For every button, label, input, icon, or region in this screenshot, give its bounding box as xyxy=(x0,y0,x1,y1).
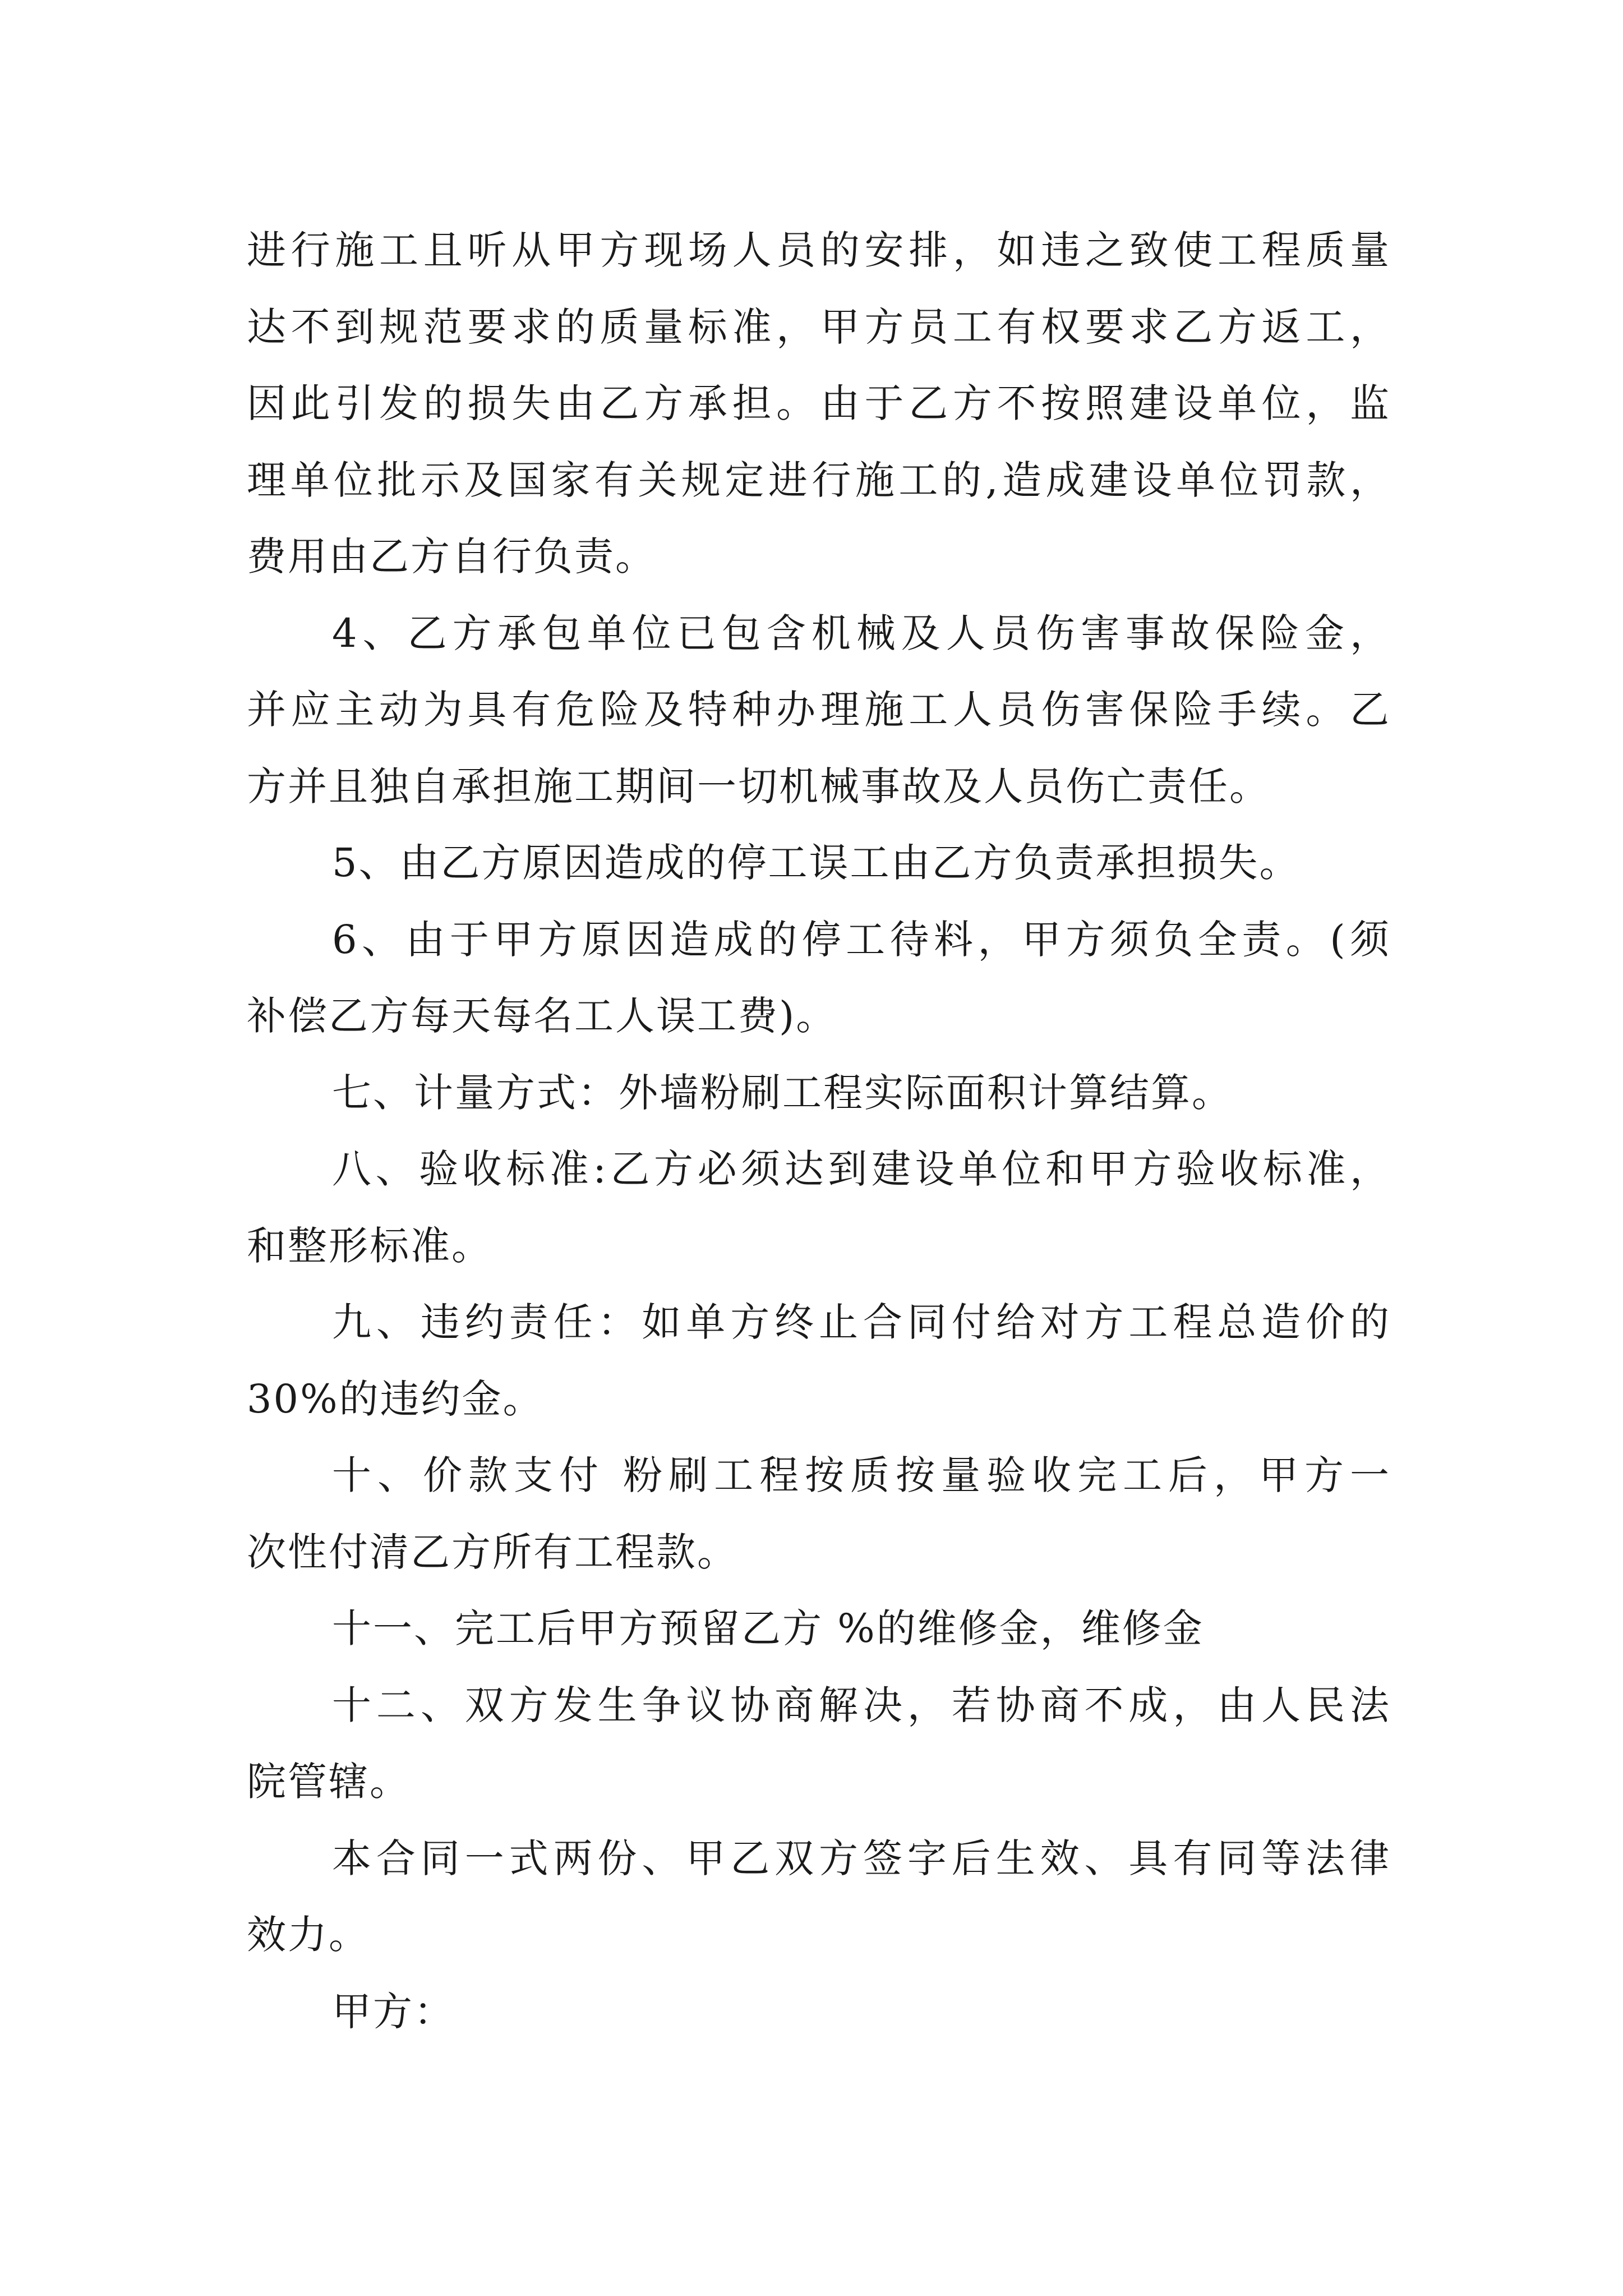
clause-8-acceptance-line-2: 和整形标准。 xyxy=(247,1222,492,1269)
clause-7-measurement: 七、计量方式：外墙粉刷工程实际面积计算结算。 xyxy=(332,1069,1233,1116)
text-line-2: 达不到规范要求的质量标准，甲方员工有权要求乙方返工， xyxy=(247,303,1391,350)
text-line-3: 因此引发的损失由乙方承担。由于乙方不按照建设单位，监 xyxy=(247,380,1391,426)
clause-6-line-1: 6、由于甲方原因造成的停工待料，甲方须负全责。(须 xyxy=(332,916,1391,963)
text-line-5: 费用由乙方自行负责。 xyxy=(247,533,656,579)
clause-10-payment-line-2: 次性付清乙方所有工程款。 xyxy=(247,1529,738,1575)
clause-12-dispute-line-1: 十二、双方发生争议协商解决，若协商不成，由人民法 xyxy=(332,1682,1391,1728)
clause-8-acceptance-line-1: 八、验收标准:乙方必须达到建设单位和甲方验收标准， xyxy=(332,1146,1391,1192)
validity-line-2: 效力。 xyxy=(247,1912,370,1958)
clause-10-payment-line-1: 十、价款支付 粉刷工程按质按量验收完工后，甲方一 xyxy=(332,1452,1391,1498)
clause-11-retention: 十一、完工后甲方预留乙方 %的维修金，维修金 xyxy=(332,1605,1204,1651)
clause-4-line-3: 方并且独自承担施工期间一切机械事故及人员伤亡责任。 xyxy=(247,763,1270,809)
clause-5: 5、由乙方原因造成的停工误工由乙方负责承担损失。 xyxy=(332,840,1301,886)
validity-line-1: 本合同一式两份、甲乙双方签字后生效、具有同等法律 xyxy=(332,1835,1391,1881)
clause-4-line-2: 并应主动为具有危险及特种办理施工人员伤害保险手续。乙 xyxy=(247,687,1391,733)
clause-6-line-2: 补偿乙方每天每名工人误工费)。 xyxy=(247,993,837,1039)
clause-12-dispute-line-2: 院管辖。 xyxy=(247,1759,411,1805)
clause-9-breach-line-1: 九、违约责任：如单方终止合同付给对方工程总造价的 xyxy=(332,1299,1391,1345)
clause-9-breach-line-2: 30%的违约金。 xyxy=(247,1375,544,1422)
party-a-signature-label: 甲方： xyxy=(332,1988,455,2035)
clause-4-line-1: 4、乙方承包单位已包含机械及人员伤害事故保险金， xyxy=(332,610,1391,656)
text-line-1: 进行施工且听从甲方现场人员的安排，如违之致使工程质量 xyxy=(247,227,1391,273)
contract-body xyxy=(247,212,1391,2050)
text-line-4: 理单位批示及国家有关规定进行施工的,造成建设单位罚款， xyxy=(247,457,1391,503)
